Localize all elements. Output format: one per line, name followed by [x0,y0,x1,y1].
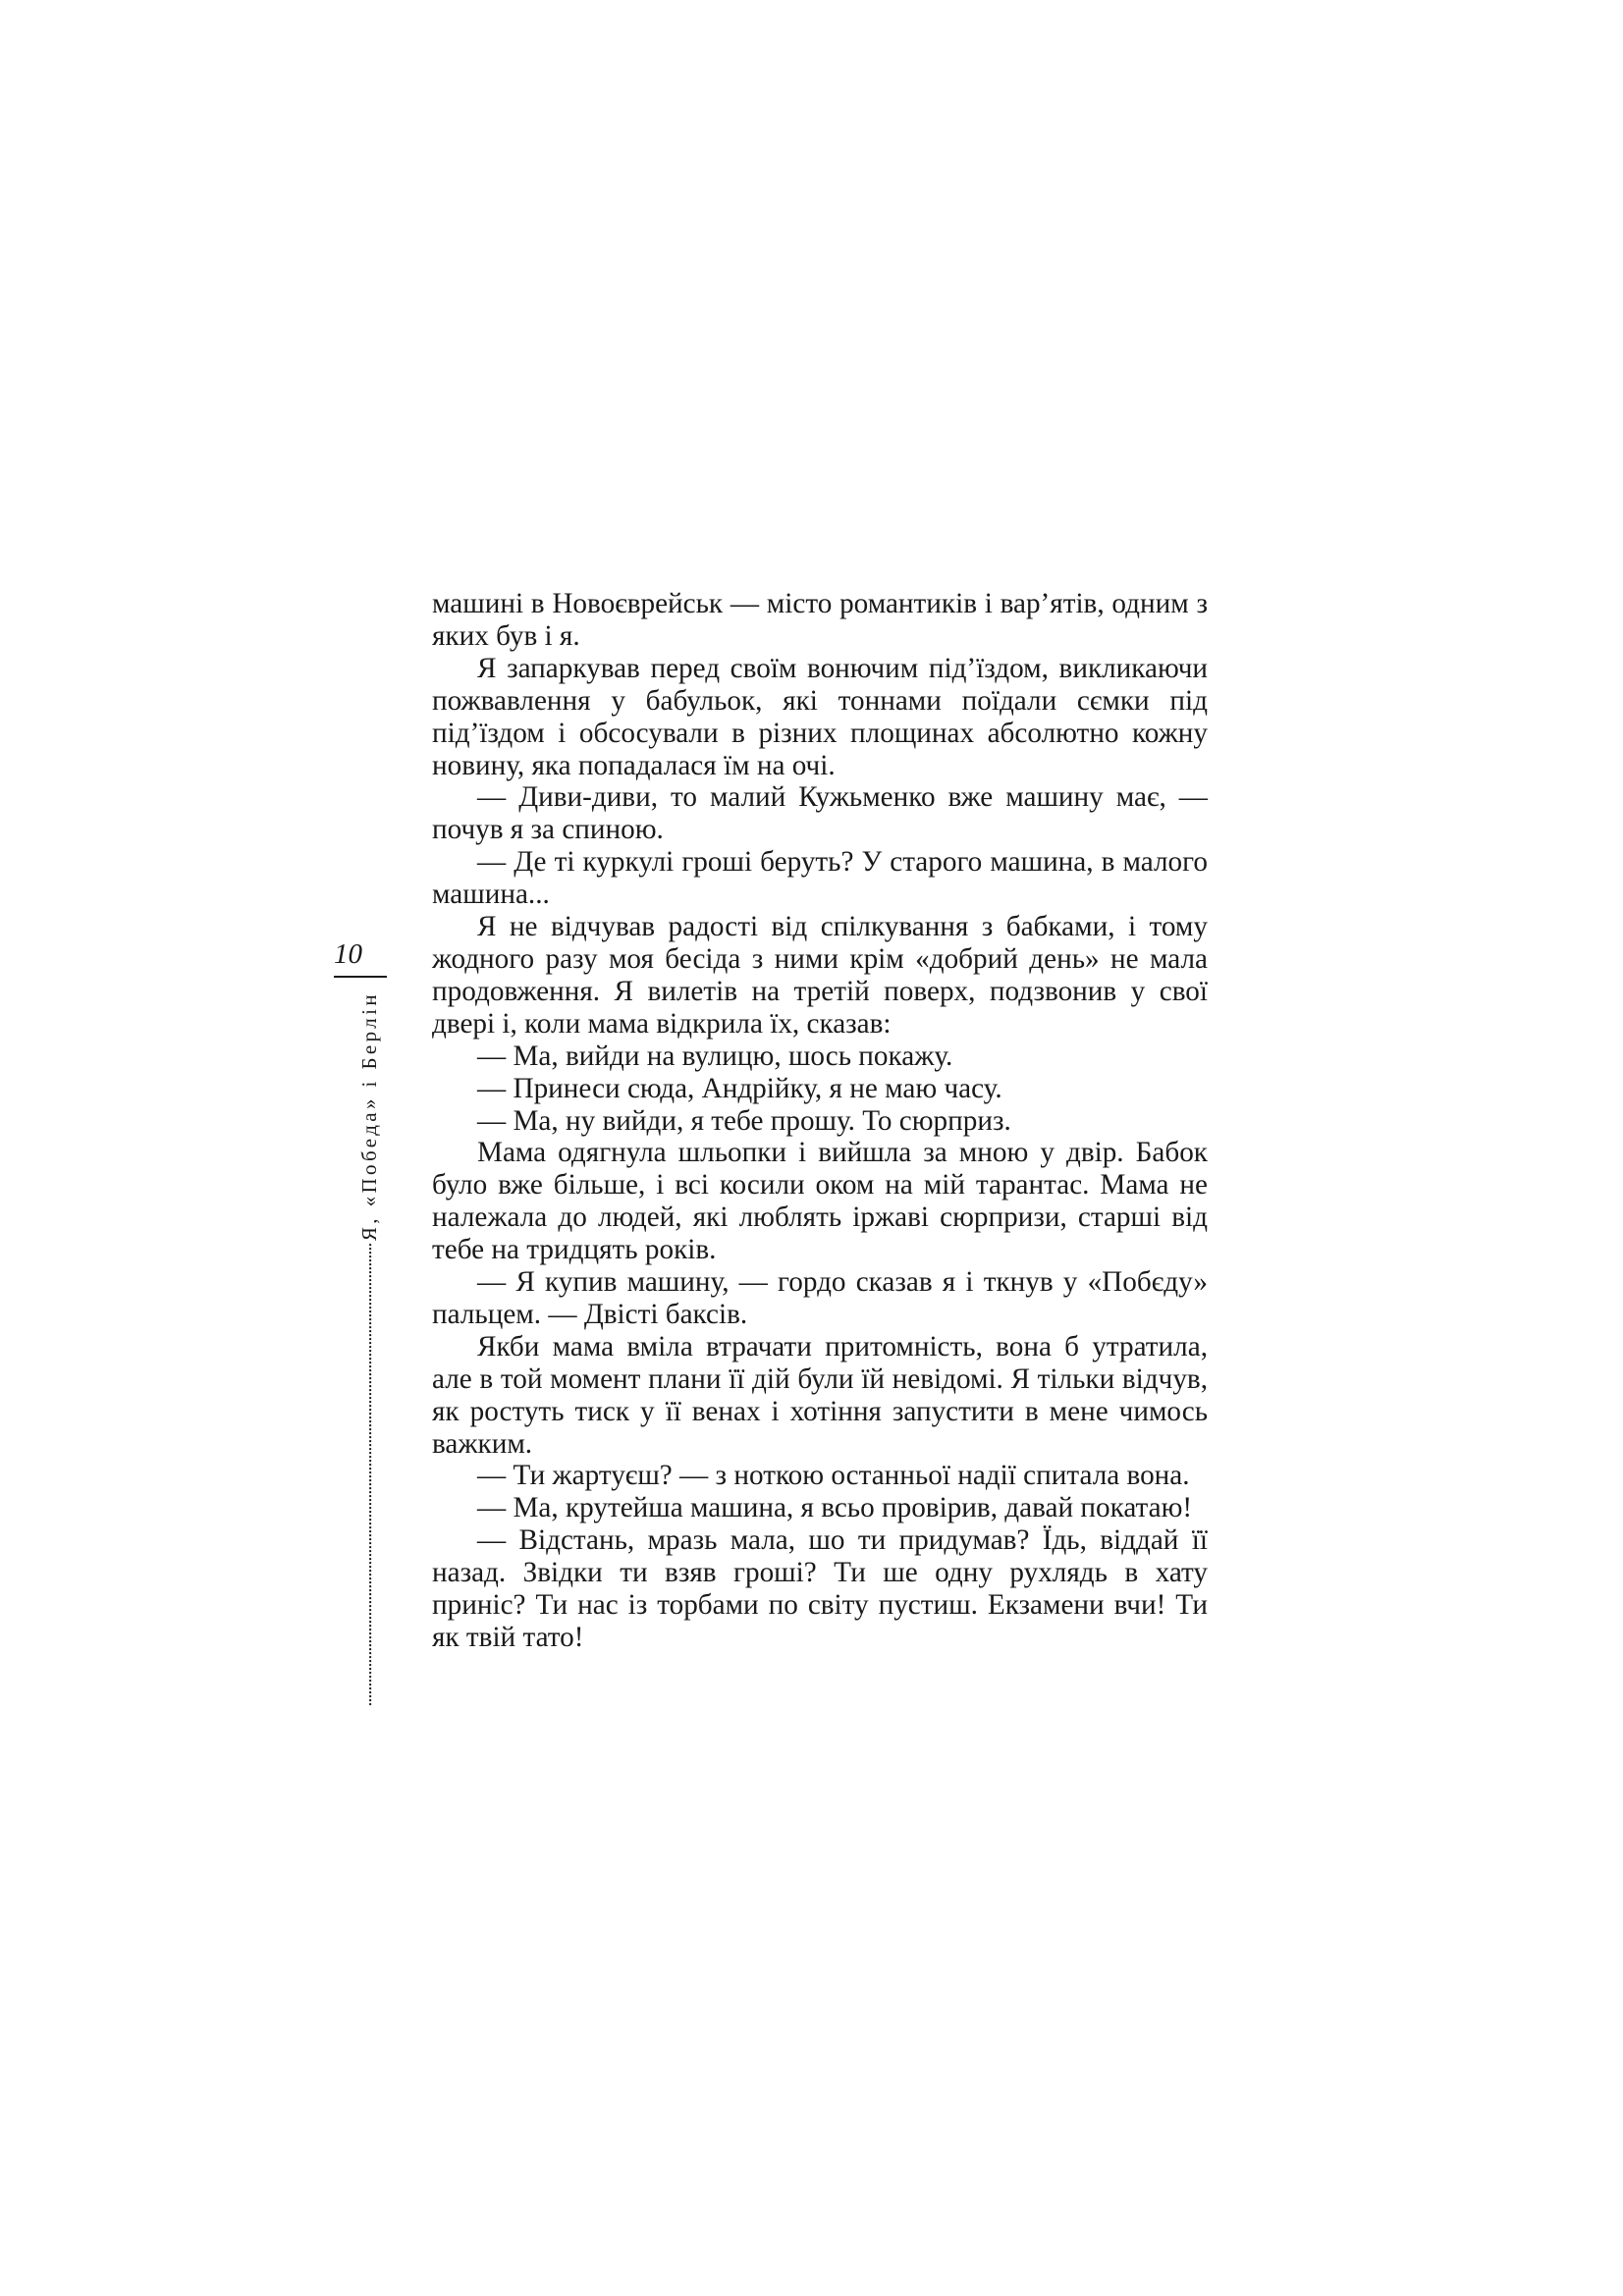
paragraph: — Де ті куркулі гроші беруть? У старого машина, в малого машина... [432,846,1208,911]
paragraph: — Я купив машину, — гордо сказав я і ткнув у «Побєду» пальцем. — Двісті баксів. [432,1266,1208,1330]
paragraph: Мама одягнула шльопки і вийшла за мною у двір. Бабок було вже більше, і всі косили оком на мій тарантас. Мама не належала до людей, які люблять іржаві сюрпризи, старші від тебе на тридцять років. [432,1137,1208,1266]
paragraph: — Ма, крутейша машина, я всьо провірив, давай покатаю! [477,1492,1193,1524]
page-number: 10 [334,938,362,970]
paragraph: Якби мама вміла втрачати притомність, вона б утратила, але в той момент плани її дій були їй невідомі. Я тільки відчув, як ростуть тиск у її венах і хотіння запустити в мене чимось важким. [432,1330,1208,1460]
paragraph: — Ма, ну вийди, я тебе прошу. То сюрприз. [477,1104,1011,1137]
paragraph: машині в Новоєврейськ — місто романтиків і вар’ятів, одним з яких був і я. [432,588,1208,652]
paragraph: Я запаркував перед своїм вонючим під’їздом, викликаючи пожвавлення у бабульок, які тоннами поїдали сємки під під’їздом і обсосували в різних площинах абсолютно кожну новину, яка попадалася їм на очі. [432,652,1208,781]
paragraph: — Ма, вийди на вулицю, шось покажу. [477,1040,953,1072]
paragraph: — Ти жартуєш? — з ноткою останньої надії спитала вона. [477,1460,1190,1492]
paragraph: — Принеси сюда, Андрійку, я не маю часу. [477,1072,1002,1104]
paragraph: Я не відчував радості від спілкування з бабками, і тому жодного разу моя бесіда з ними крім «добрий день» не мала продовження. Я вилетів на третій поверх, подзвонив у свої двері і, коли мама відкрила їх, сказав: [432,911,1208,1040]
running-head-title: Я, «Победа» і Берлін [357,991,381,1242]
running-head-leader-dots [369,1244,371,1705]
page-number-rule [334,976,387,978]
paragraph: — Відстань, мразь мала, шо ти придумав? Їдь, віддай її назад. Звідки ти взяв гроші? Ти ше одну рухлядь в хату приніс? Ти нас із торбами по світу пустиш. Екзамени вчи! Ти як твій тато! [432,1524,1208,1653]
body-text [432,588,1208,1654]
paragraph: — Диви-диви, то малий Кужьменко вже машину має, — почув я за спиною. [432,781,1208,846]
